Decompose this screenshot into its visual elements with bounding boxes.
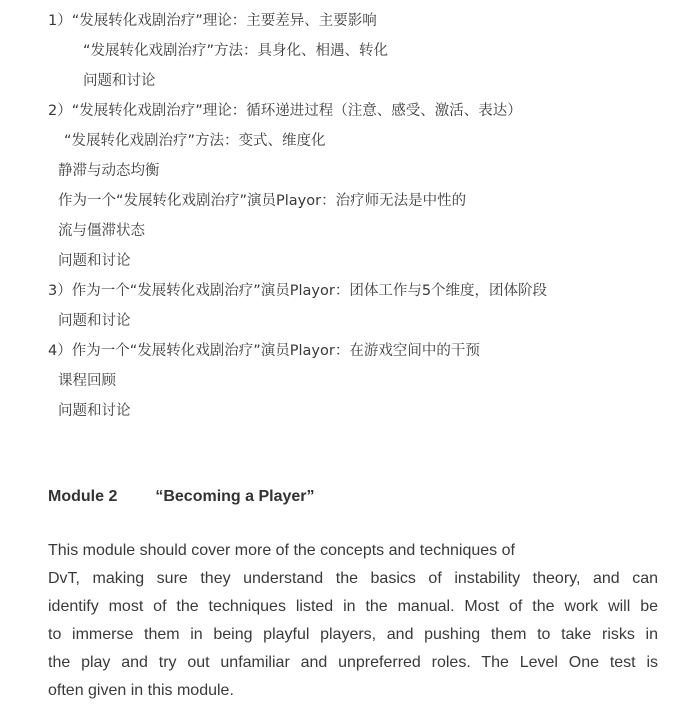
paragraph-line: DvT, making sure they understand the basics of instability theory, and can [48,570,658,587]
paragraph-line: the play and try out unfamiliar and unpreferred roles. The Level One test is [48,654,658,671]
module-heading [48,486,315,508]
outline-subitem: 作为一个“发展转化戏剧治疗”演员Playor：治疗师无法是中性的 [58,193,467,209]
outline-subitem: 问题和讨论 [58,403,131,419]
module-label: Module 2 [48,488,118,505]
paragraph-line: This module should cover more of the concepts and techniques of [48,542,515,559]
outline-item-3: 3）作为一个“发展转化戏剧治疗”演员Playor：团体工作与5个维度，团体阶段 [48,283,548,299]
outline-subitem: 问题和讨论 [58,253,131,269]
outline-item-1: 1）“发展转化戏剧治疗”理论：主要差异、主要影响 [48,13,377,29]
paragraph-line: to immerse them in being playful players, and pushing them to take risks in [48,626,658,643]
outline-subitem: 问题和讨论 [58,313,131,329]
module-description [48,537,658,705]
paragraph-line: identify most of the techniques listed in the manual. Most of the work will be [48,598,658,615]
module-title: “Becoming a Player” [155,488,315,505]
outline-subitem: 问题和讨论 [83,73,156,89]
outline-subitem: “发展转化戏剧治疗”方法：变式、维度化 [64,133,326,149]
outline-subitem: 静滞与动态均衡 [58,163,160,179]
outline-item-4: 4）作为一个“发展转化戏剧治疗”演员Playor：在游戏空间中的干预 [48,343,480,359]
paragraph-line: often given in this module. [48,682,234,699]
outline-subitem: 课程回顾 [58,373,116,389]
outline-subitem: “发展转化戏剧治疗”方法：具身化、相遇、转化 [83,43,389,59]
outline-item-2: 2）“发展转化戏剧治疗”理论：循环递进过程（注意、感受、激活、表达） [48,103,522,119]
outline-subitem: 流与僵滞状态 [58,223,145,239]
